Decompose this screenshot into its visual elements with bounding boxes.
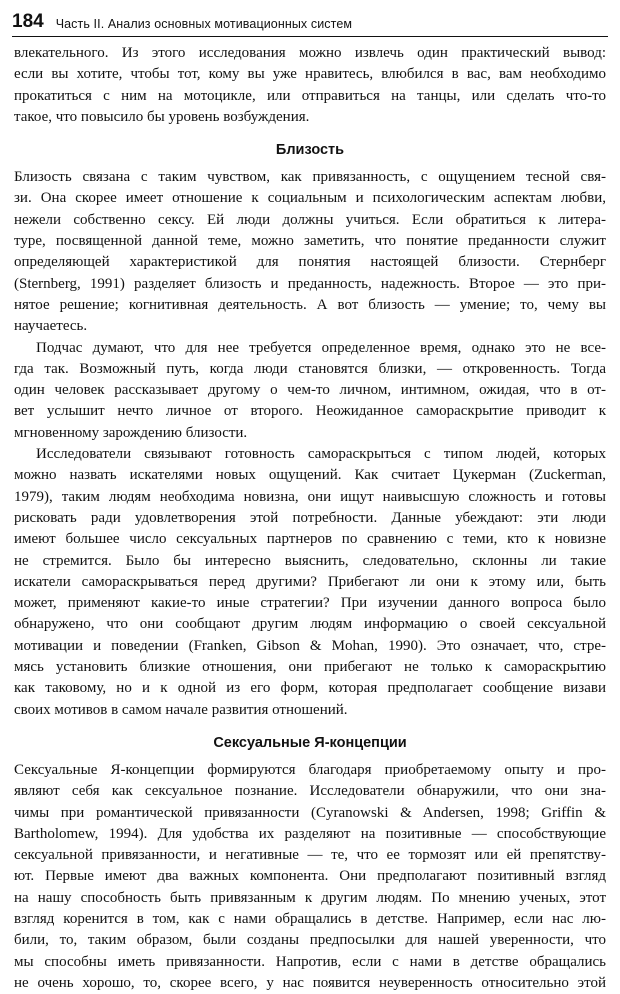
text-line: били, то, таким образом, были созданы предпосылки для нашей уверенности, что bbox=[14, 932, 606, 949]
text-line: можно назвать искателями новых ощущений. Как считает Цукерман (Zuckerman, bbox=[14, 467, 606, 484]
text-line: обнаружено, что они сообщают другим людям информацию о своей сексуальной bbox=[14, 616, 606, 633]
page-number: 184 bbox=[12, 11, 44, 32]
text-line: мясь установить близкие отношения, они прибегают не только к самораскрытию bbox=[14, 659, 606, 676]
text-line: своих мотивов в самом начале развития отношений. bbox=[14, 701, 348, 718]
text-line: зи. Она скорее имеет отношение к социальным и психологическим аспектам любви, bbox=[14, 190, 606, 207]
body-text bbox=[14, 43, 606, 994]
paragraph-intro bbox=[14, 43, 606, 128]
page-header bbox=[12, 6, 608, 37]
text-line: на нашу способность быть привязанным к другим людям. По мнению ученых, этот bbox=[14, 889, 606, 906]
text-line: Подчас думают, что для нее требуется определенное время, однако это не все- bbox=[36, 339, 606, 356]
text-line: взгляд коренится в том, как с нами обращались в детстве. Например, если нас лю- bbox=[14, 910, 606, 927]
text-line: такое, что повысило бы уровень возбуждения. bbox=[14, 108, 310, 125]
text-line: прокатиться с ним на мотоцикле, или отправиться на танцы, или сделать что-то bbox=[14, 87, 606, 104]
text-line: ют. Первые имеют два важных компонента. Они предполагают позитивный взгляд bbox=[14, 868, 606, 885]
text-line: один человек рассказывает другому о чем-то личном, интимном, ожидая, что в от- bbox=[14, 382, 606, 399]
running-head: Часть II. Анализ основных мотивационных систем bbox=[55, 17, 353, 31]
text-line: научаетесь. bbox=[14, 318, 88, 335]
section-heading-self-concepts: Сексуальные Я-концепции bbox=[213, 734, 407, 751]
text-line: мы способны иметь привязанности. Напротив, если с нами в детстве обращались bbox=[14, 953, 606, 970]
text-line: гда так. Возможный путь, когда люди становятся близки, — откровенность. Тогда bbox=[14, 360, 606, 377]
text-line: рисковать ради удовлетворения этой потребности. Данные убеждают: эти люди bbox=[14, 509, 606, 526]
text-line: Исследователи связывают готовность самораскрыться с типом людей, которых bbox=[36, 446, 606, 463]
text-line: влекательного. Из этого исследования можно извлечь один практический вывод: bbox=[14, 45, 606, 61]
text-line: (Sternberg, 1991) разделяет близость и преданность, надежность. Второе — это при- bbox=[14, 275, 606, 292]
text-line: нежели собственно сексу. Ей люди должны учиться. Если обратиться к литера- bbox=[14, 211, 606, 228]
paragraph-closeness-2 bbox=[14, 338, 606, 444]
text-line: искатели самораскрываться перед другими? Прибегают ли они к этому или, быть bbox=[14, 573, 606, 590]
text-line: мотивации и поведении (Franken, Gibson & Mohan, 1990). Это означает, что, стре- bbox=[14, 637, 606, 654]
paragraph-closeness-1 bbox=[14, 167, 606, 337]
text-line: 1979), таким людям необходима новизна, они ищут наивысшую сложность и готовы bbox=[14, 488, 606, 505]
text-line: чимы при романтической привязанности (Cyranowski & Andersen, 1998; Griffin & bbox=[14, 804, 606, 821]
section-heading-closeness: Близость bbox=[275, 142, 345, 159]
text-line: вет услышит нечто личное от второго. Неожиданное самораскрытие приводит к bbox=[14, 403, 606, 420]
text-line: как таковому, но и к одной из его форм, которая предполагает сообщение визави bbox=[14, 680, 606, 697]
text-line: сексуальной привязанности, и негативные — те, что ее тормозят или ей препятству- bbox=[14, 847, 606, 864]
text-line: нятое решение; когнитивная деятельность. А вот близость — умение; то, чему вы bbox=[14, 296, 606, 313]
text-line: не очень хорошо, то, скорее всего, у нас появится неуверенность относительно этой bbox=[14, 974, 606, 991]
text-line: определяющей характеристикой для понятия настоящей близости. Стернберг bbox=[14, 254, 606, 271]
text-line: Сексуальные Я-концепции формируются благодаря приобретаемому опыту и про- bbox=[14, 761, 606, 778]
paragraph-closeness-3 bbox=[14, 444, 606, 721]
text-line: не стремится. Было бы интересно выяснить, следовательно, склонны ли такие bbox=[14, 552, 606, 569]
text-line: если вы хотите, чтобы тот, кому вы уже нравитесь, влюбился в вас, вам необходимо bbox=[14, 66, 606, 83]
text-line: может, применяют какие-то иные стратегии? При изучении данного вопроса было bbox=[14, 595, 606, 612]
text-line: имеют большее число сексуальных партнеров по сравнению с теми, кто к новизне bbox=[14, 531, 606, 548]
text-line: мгновенному зарождению близости. bbox=[14, 424, 248, 441]
text-line: Близость связана с таким чувством, как привязанность, с ощущением тесной свя- bbox=[14, 169, 606, 186]
text-line: туре, посвященной данной теме, можно заметить, что понятие преданности служит bbox=[14, 233, 606, 250]
paragraph-self-concepts bbox=[14, 760, 606, 994]
text-line: Bartholomew, 1994). Для удобства их разделяют на позитивные — способствующие bbox=[14, 825, 606, 842]
text-line: являют себя как сексуальное познание. Исследователи обнаружили, что они зна- bbox=[14, 783, 606, 800]
